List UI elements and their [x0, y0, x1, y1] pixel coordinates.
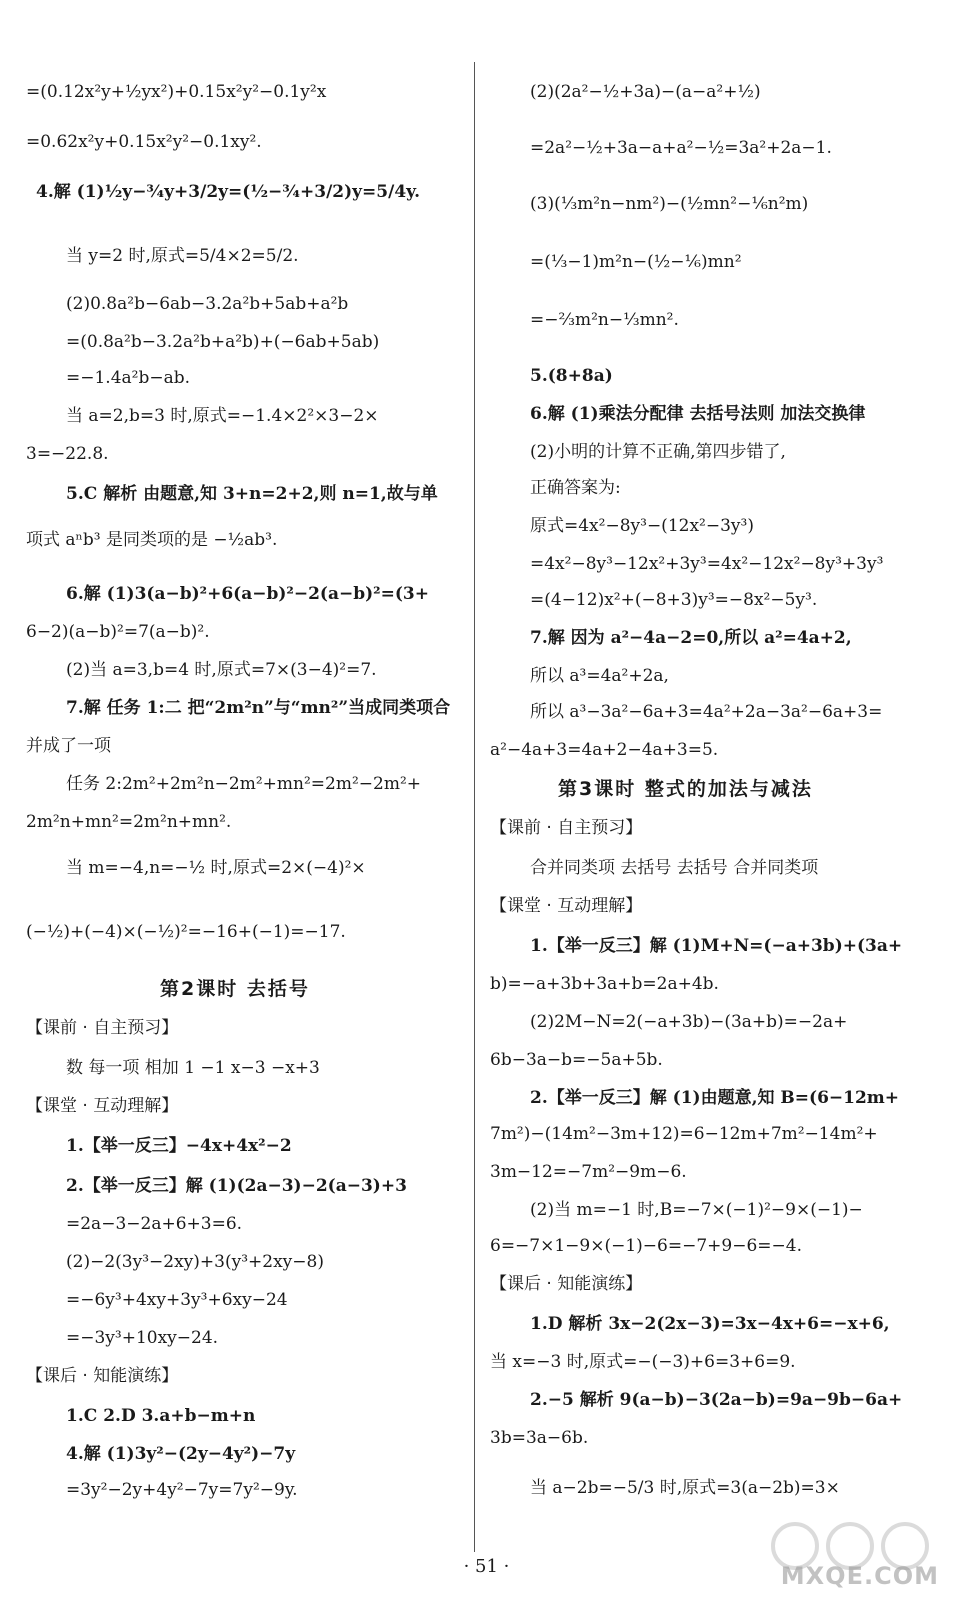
text-line: (2)小明的计算不正确,第四步错了,	[530, 442, 786, 462]
text-line: =2a−3−2a+6+3=6.	[66, 1214, 243, 1234]
section-label: 【课后 · 知能演练】	[26, 1366, 179, 1386]
text-line: 当 m=−4,n=−½ 时,原式=2×(−4)²×	[66, 858, 366, 878]
text-line: (2)当 a=3,b=4 时,原式=7×(3−4)²=7.	[66, 660, 377, 680]
text-line: 1.【举一反三】−4x+4x²−2	[66, 1136, 292, 1156]
text-line: (−½)+(−4)×(−½)²=−16+(−1)=−17.	[26, 922, 346, 942]
text-line: 当 a−2b=−5/3 时,原式=3(a−2b)=3×	[530, 1478, 840, 1498]
text-line: a²−4a+3=4a+2−4a+3=5.	[490, 740, 719, 760]
text-line: 6−2)(a−b)²=7(a−b)².	[26, 622, 210, 642]
text-line: 2.【举一反三】解 (1)(2a−3)−2(a−3)+3	[66, 1176, 407, 1196]
text-line: 并成了一项	[26, 736, 111, 756]
text-line: 4.解 (1)½y−¾y+3/2y=(½−¾+3/2)y=5/4y.	[36, 182, 421, 202]
section-label: 【课前 · 自主预习】	[26, 1018, 179, 1038]
text-line: 5.C 解析 由题意,知 3+n=2+2,则 n=1,故与单	[66, 484, 438, 504]
section-label: 【课堂 · 互动理解】	[26, 1096, 179, 1116]
text-line: 3b=3a−6b.	[490, 1428, 589, 1448]
text-line: (2)−2(3y³−2xy)+3(y³+2xy−8)	[66, 1252, 324, 1272]
text-line: 数 每一项 相加 1 −1 x−3 −x+3	[66, 1058, 320, 1078]
text-line: 当 x=−3 时,原式=−(−3)+6=3+6=9.	[490, 1352, 796, 1372]
text-line: 当 a=2,b=3 时,原式=−1.4×2²×3−2×	[66, 406, 379, 426]
text-line: =2a²−½+3a−a+a²−½=3a²+2a−1.	[530, 138, 832, 158]
text-line: (2)2M−N=2(−a+3b)−(3a+b)=−2a+	[530, 1012, 848, 1032]
text-line: =3y²−2y+4y²−7y=7y²−9y.	[66, 1480, 298, 1500]
text-line: b)=−a+3b+3a+b=2a+4b.	[490, 974, 719, 994]
text-line: 2m²n+mn²=2m²n+mn².	[26, 812, 232, 832]
lesson-heading: 第2课时 去括号	[160, 978, 310, 1000]
column-divider	[474, 62, 475, 1552]
section-label: 【课堂 · 互动理解】	[490, 896, 643, 916]
text-line: =−1.4a²b−ab.	[66, 368, 191, 388]
text-line: 2.【举一反三】解 (1)由题意,知 B=(6−12m+	[530, 1088, 900, 1108]
text-line: 5.(8+8a)	[530, 366, 613, 386]
text-line: 1.【举一反三】解 (1)M+N=(−a+3b)+(3a+	[530, 936, 903, 956]
text-line: (2)当 m=−1 时,B=−7×(−1)²−9×(−1)−	[530, 1200, 863, 1220]
text-line: =−3y³+10xy−24.	[66, 1328, 219, 1348]
text-line: =−6y³+4xy+3y³+6xy−24	[66, 1290, 288, 1310]
text-line: 2.−5 解析 9(a−b)−3(2a−b)=9a−9b−6a+	[530, 1390, 903, 1410]
text-line: 7m²)−(14m²−3m+12)=6−12m+7m²−14m²+	[490, 1124, 878, 1144]
text-line: 7.解 任务 1:二 把“2m²n”与“mn²”当成同类项合	[66, 698, 451, 718]
text-line: 6b−3a−b=−5a+5b.	[490, 1050, 663, 1070]
text-line: 所以 a³=4a²+2a,	[530, 666, 669, 686]
text-line: (3)(⅓m²n−nm²)−(½mn²−⅙n²m)	[530, 194, 809, 214]
text-line: 4.解 (1)3y²−(2y−4y²)−7y	[66, 1444, 296, 1464]
text-line: 原式=4x²−8y³−(12x²−3y³)	[530, 516, 754, 536]
text-line: 合并同类项 去括号 去括号 合并同类项	[530, 858, 819, 878]
section-label: 【课前 · 自主预习】	[490, 818, 643, 838]
text-line: 3=−22.8.	[26, 444, 109, 464]
text-line: (2)(2a²−½+3a)−(a−a²+½)	[530, 82, 761, 102]
page-number: · 51 ·	[463, 1556, 510, 1577]
text-line: 所以 a³−3a²−6a+3=4a²+2a−3a²−6a+3=	[530, 702, 883, 722]
watermark-text: MXQE.COM	[780, 1562, 939, 1590]
text-line: =0.62x²y+0.15x²y²−0.1xy².	[26, 132, 262, 152]
text-line: 正确答案为:	[530, 478, 621, 498]
section-label: 【课后 · 知能演练】	[490, 1274, 643, 1294]
text-line: 1.C 2.D 3.a+b−m+n	[66, 1406, 256, 1426]
text-line: =4x²−8y³−12x²+3y³=4x²−12x²−8y³+3y³	[530, 554, 884, 574]
text-line: (2)0.8a²b−6ab−3.2a²b+5ab+a²b	[66, 294, 349, 314]
text-line: 6.解 (1)乘法分配律 去括号法则 加法交换律	[530, 404, 866, 424]
text-line: 1.D 解析 3x−2(2x−3)=3x−4x+6=−x+6,	[530, 1314, 890, 1334]
text-line: =(⅓−1)m²n−(½−⅙)mn²	[530, 252, 742, 272]
text-line: 7.解 因为 a²−4a−2=0,所以 a²=4a+2,	[530, 628, 852, 648]
text-line: 3m−12=−7m²−9m−6.	[490, 1162, 687, 1182]
text-line: =−⅔m²n−⅓mn².	[530, 310, 679, 330]
text-line: 项式 aⁿb³ 是同类项的是 −½ab³.	[26, 530, 278, 550]
text-line: =(4−12)x²+(−8+3)y³=−8x²−5y³.	[530, 590, 818, 610]
text-line: 任务 2:2m²+2m²n−2m²+mn²=2m²−2m²+	[66, 774, 421, 794]
text-line: 当 y=2 时,原式=5/4×2=5/2.	[66, 246, 299, 266]
lesson-heading: 第3课时 整式的加法与减法	[558, 778, 813, 800]
text-line: 6=−7×1−9×(−1)−6=−7+9−6=−4.	[490, 1236, 803, 1256]
text-line: =(0.8a²b−3.2a²b+a²b)+(−6ab+5ab)	[66, 332, 380, 352]
text-line: =(0.12x²y+½yx²)+0.15x²y²−0.1y²x	[26, 82, 327, 102]
text-line: 6.解 (1)3(a−b)²+6(a−b)²−2(a−b)²=(3+	[66, 584, 429, 604]
